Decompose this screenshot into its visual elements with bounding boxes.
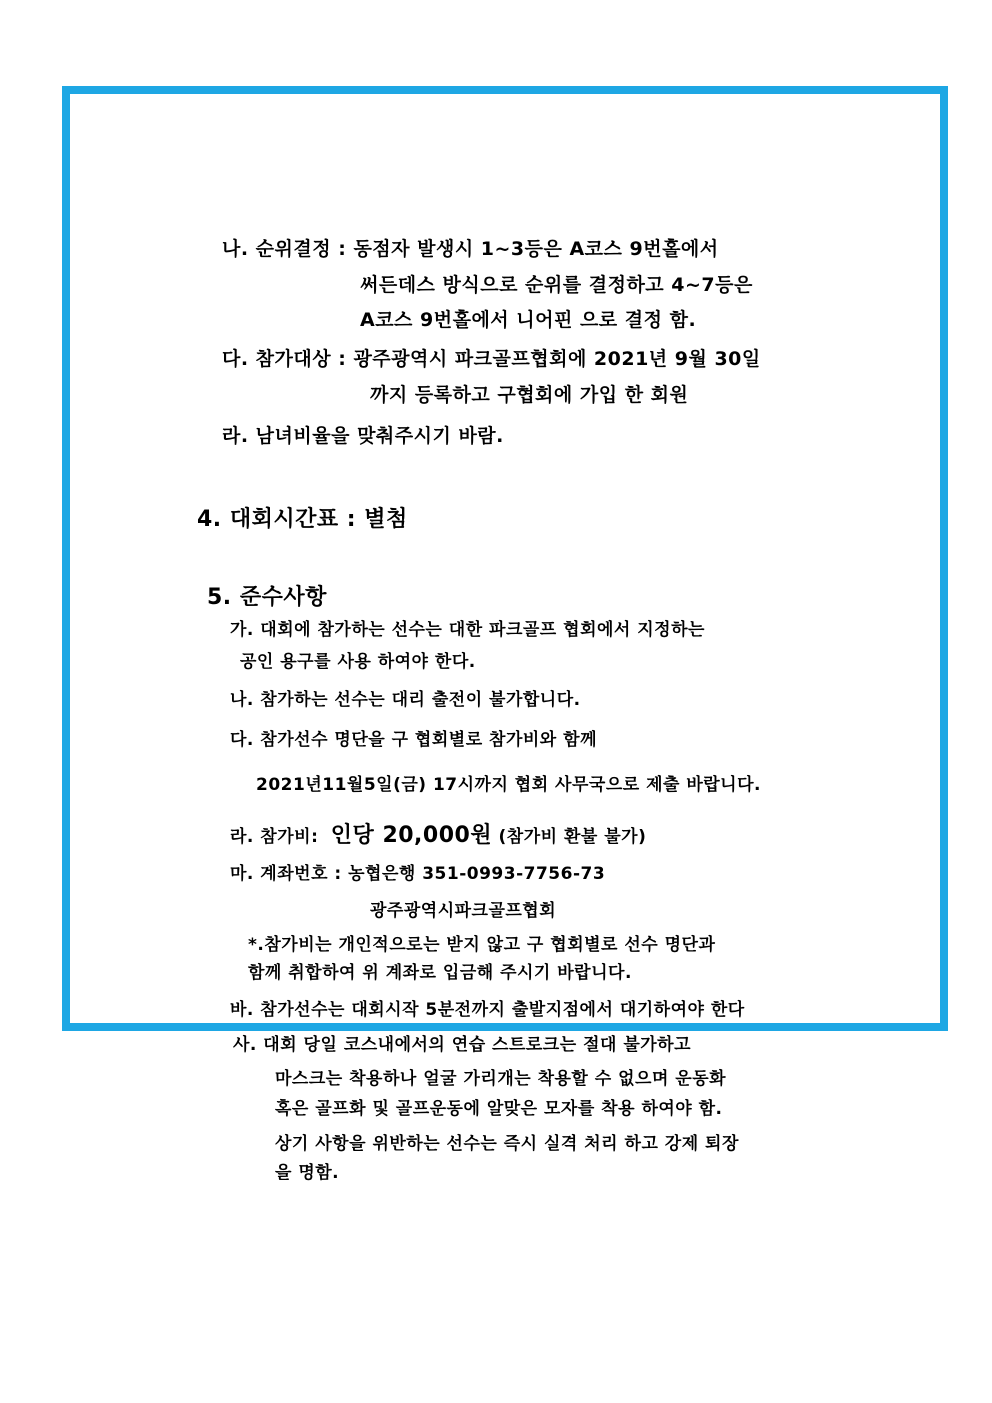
page-border-frame [62,86,948,1031]
fee-label: 라. 참가비: [230,827,325,847]
schedule-heading: 4. 대회시간표 : 별첨 [197,507,408,532]
fee-line [230,825,646,847]
payment-note-line-2: 함께 취합하여 위 계좌로 입금해 주시기 바랍니다. [248,963,632,983]
rank-decision-line-2: 써든데스 방식으로 순위를 결정하고 4~7등은 [360,274,753,296]
rule-da-line-1: 다. 참가선수 명단을 구 협회별로 참가비와 함께 [230,730,597,750]
rank-decision-text-1: 동점자 발생시 1~3등은 A코스 9번홀에서 [353,238,719,260]
rank-decision-line-3: A코스 9번홀에서 니어핀 으로 결정 함. [360,309,697,331]
eligibility-line-2: 까지 등록하고 구협회에 가입 한 회원 [370,384,689,406]
rule-sa-line-5: 을 명함. [275,1163,340,1183]
account-holder: 광주광역시파크골프협회 [370,901,557,921]
rule-sa-line-4: 상기 사항을 위반하는 선수는 즉시 실격 처리 하고 강제 퇴장 [275,1134,739,1154]
rule-ba-line: 바. 참가선수는 대회시작 5분전까지 출발지점에서 대기하여야 한다 [230,1000,745,1020]
eligibility-label: 다. 참가대상 : [222,348,354,370]
rule-ga-line-2: 공인 용구를 사용 하여야 한다. [240,652,476,672]
rule-sa-line-2: 마스크는 착용하나 얼굴 가리개는 착용할 수 없으며 운동화 [275,1069,727,1089]
fee-amount: 인당 20,000원 [330,823,493,848]
payment-note-line-1: *.참가비는 개인적으로는 받지 않고 구 협회별로 선수 명단과 [248,935,716,955]
account-line: 마. 계좌번호 : 농협은행 351-0993-7756-73 [230,864,606,884]
rank-decision-line-1 [222,240,719,259]
eligibility-text-1: 광주광역시 파크골프협회에 2021년 9월 30일 [353,348,761,370]
rule-ga-line-1: 가. 대회에 참가하는 선수는 대한 파크골프 협회에서 지정하는 [230,620,705,640]
eligibility-line-1 [222,350,761,369]
rule-na-line: 나. 참가하는 선수는 대리 출전이 불가합니다. [230,690,581,710]
rank-decision-label: 나. 순위결정 : [222,238,354,260]
gender-ratio-line: 라. 남녀비율을 맞춰주시기 바람. [222,425,504,447]
rules-heading: 5. 준수사항 [207,585,327,610]
fee-note: (참가비 환불 불가) [492,827,647,847]
rule-da-line-2: 2021년11월5일(금) 17시까지 협회 사무국으로 제출 바랍니다. [256,775,761,795]
rule-sa-line-1: 사. 대회 당일 코스내에서의 연습 스트로크는 절대 불가하고 [233,1035,692,1055]
rule-sa-line-3: 혹은 골프화 및 골프운동에 알맞은 모자를 착용 하여야 함. [275,1099,723,1119]
